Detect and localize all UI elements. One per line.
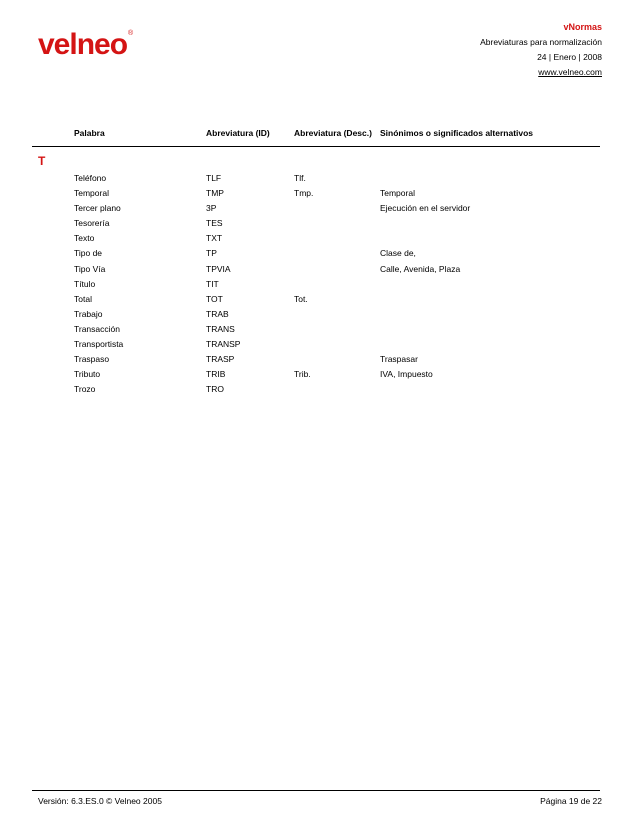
cell-abrev-id: TES [206,218,223,229]
logo-text: velneo [38,28,128,61]
cell-palabra: Tesorería [74,218,110,229]
cell-abrev-desc: Tot. [294,293,308,304]
cell-abrev-id: TRAB [206,308,229,319]
cell-abrev-desc: Trib. [294,369,311,380]
cell-abrev-id: TRO [206,384,224,395]
col-header-palabra: Palabra [74,128,105,138]
cell-palabra: Trozo [74,384,96,395]
table-row [0,367,638,382]
table-row [0,171,638,186]
cell-abrev-id: TP [206,248,217,259]
header-info [480,20,602,80]
table-row [0,307,638,322]
cell-palabra: Teléfono [74,173,107,183]
cell-sinonimos: Clase de, [380,248,416,259]
cell-palabra: Transportista [74,339,124,350]
cell-palabra: Texto [74,233,95,244]
cell-palabra: Tipo Vía [74,263,106,274]
table-row [0,277,638,292]
cell-palabra: Tributo [74,369,101,380]
cell-sinonimos: Calle, Avenida, Plaza [380,263,461,274]
cell-abrev-id: TRANS [206,323,235,334]
cell-palabra: Temporal [74,188,109,199]
header-divider [32,146,600,147]
cell-palabra: Tipo de [74,248,103,259]
cell-palabra: Título [74,278,96,289]
cell-abrev-id: TOT [206,293,223,304]
abbreviation-table [0,171,638,397]
document-subtitle: Abreviaturas para normalización [480,37,602,47]
cell-palabra: Traspaso [74,354,110,365]
cell-abrev-desc: Tlf. [294,173,306,183]
cell-abrev-id: TXT [206,233,223,244]
cell-sinonimos: Ejecución en el servidor [380,203,471,214]
cell-abrev-id: TMP [206,188,224,199]
cell-palabra: Trabajo [74,308,103,319]
table-row [0,292,638,307]
table-row [0,246,638,261]
cell-sinonimos: Temporal [380,188,415,199]
cell-abrev-desc: Tmp. [294,188,314,199]
footer-version: Versión: 6.3.ES.0 © Velneo 2005 [38,796,162,806]
cell-abrev-id: TIT [206,278,219,289]
cell-palabra: Transacción [74,323,120,334]
table-row [0,322,638,337]
cell-palabra: Tercer plano [74,203,121,214]
cell-abrev-id: TLF [206,173,222,183]
brand-name: vNormas [563,22,602,32]
document-date: 24 | Enero | 2008 [537,52,602,62]
cell-sinonimos: IVA, Impuesto [380,369,433,380]
cell-abrev-id: TRANSP [206,339,241,350]
registered-mark: ® [128,30,133,37]
col-header-sinonimos: Sinónimos o significados alternativos [380,128,534,138]
table-row [0,231,638,246]
cell-abrev-id: TRIB [206,369,226,380]
velneo-logo [38,30,132,60]
col-header-abrev-desc: Abreviatura (Desc.) [294,128,372,138]
cell-sinonimos: Traspasar [380,354,418,365]
table-row [0,352,638,367]
cell-abrev-id: TPVIA [206,263,231,274]
section-letter: T [38,154,46,168]
col-header-abrev-id: Abreviatura (ID) [206,128,270,138]
website-link[interactable]: www.velneo.com [538,67,602,77]
table-row [0,262,638,277]
cell-abrev-id: 3P [206,203,217,214]
table-row [0,216,638,231]
footer-page-number: Página 19 de 22 [540,796,602,806]
table-row [0,382,638,397]
footer-divider [32,790,600,791]
cell-abrev-id: TRASP [206,354,235,365]
table-row [0,186,638,201]
table-row [0,201,638,216]
table-row [0,337,638,352]
cell-palabra: Total [74,293,92,304]
